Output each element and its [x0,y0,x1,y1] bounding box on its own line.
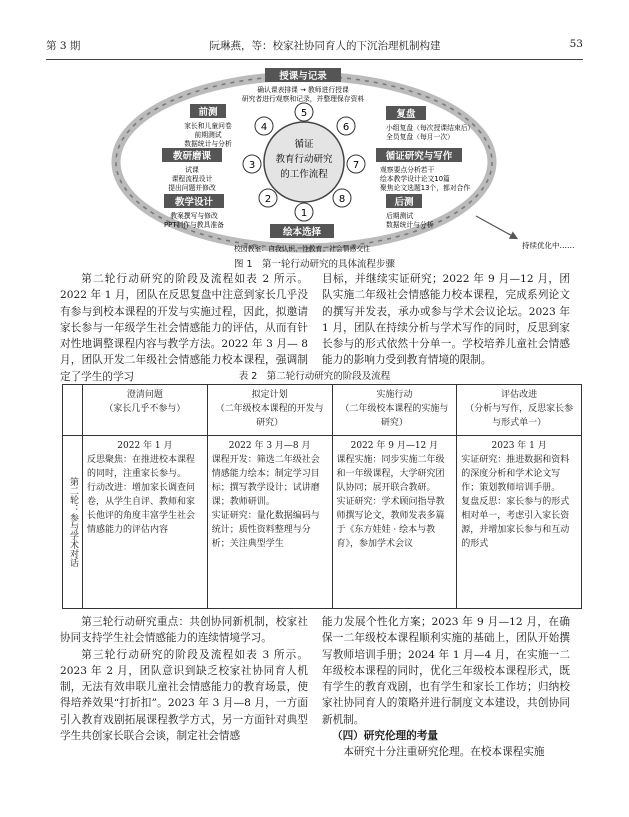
svg-text:数据统计与分析: 数据统计与分析 [386,221,434,229]
svg-text:5: 5 [300,108,308,119]
svg-text:校园教室：自我认识、性教育；社会情感交往: 校园教室：自我认识、性教育；社会情感交往 [234,245,370,253]
svg-text:2: 2 [264,194,272,205]
svg-text:4: 4 [260,122,268,133]
svg-text:教研磨课: 教研磨课 [172,151,212,162]
step-num-8 [333,189,351,207]
step-num-3 [243,155,261,173]
step-5-label [242,68,365,104]
row-label: 第二轮：参与学术对话 [63,436,83,609]
paragraph-round3-focus: 第三轮行动研究重点：共创协同新机制，校家社协同支持学生社会情感能力的连续情境学习。 [60,616,308,645]
step-num-2 [259,189,277,207]
figure-1-caption: 图 1 第一轮行动研究的具体流程步骤 [233,259,396,270]
flow-diagram-svg [46,66,583,256]
svg-text:教学设计: 教学设计 [174,197,214,208]
svg-text:7: 7 [352,160,360,171]
svg-text:聚焦论文选题13个，都对合作: 聚焦论文选题13个，都对合作 [380,184,471,192]
step-7-label [376,148,470,193]
svg-text:复盘: 复盘 [396,109,416,120]
svg-text:观察要点分析若干: 观察要点分析若干 [380,166,435,174]
right-column-bottom [322,614,570,761]
table-header-row [63,385,582,436]
header-make-plan: 拟定计划 （二年级校本课程的开发与研究） [207,385,332,436]
table-cell-2: 2022 年 3 月—8 月 课程开发：筛选二年级社会情感能力绘本；制定学习目标；撰写教学设计；试讲磨课；教师研训。 实证研究：量化数据编码与统计；质性资料整理与分析；关注典型学生 [207,436,332,609]
figure-1-flow-diagram [46,66,583,256]
svg-text:绘本选择: 绘本选择 [282,227,322,238]
paragraph-ethics: 本研究十分注重研究伦理。在校本课程实施 [343,746,545,759]
paragraph-round2-continued: 目标，并继续实证研究；2022 年 9 月—12 月，团队实施二年级社会情感能力校本课程，完成系列论文的撰写并发表，承办或参与学术会议论坛。2023 年 1 月，团队在持续分析与学术写作的同时，反思到家长参与的形式依然十分单一。学校培养儿童社会情感能力的影响力受到教育情境的限制。 [322,273,570,367]
step-2-label [164,194,224,229]
right-column-top [322,271,570,369]
svg-text:小组复盘（每次授课结束后）: 小组复盘（每次授课结束后） [386,124,475,132]
table-cell-1: 2022 年 1 月 反思聚焦：在推进校本课程的同时，注重家长参与。 行动改进：增加家长调查问卷，从学生自评、教师和家长他评的角度丰富学生社会情感能力的评估内容 [83,436,208,609]
svg-text:循证研究与写作: 循证研究与写作 [385,151,453,162]
svg-text:课程流程设计: 课程流程设计 [171,175,213,183]
svg-text:后测: 后测 [394,197,414,208]
svg-text:前测: 前测 [198,107,218,118]
svg-text:后期测试: 后期测试 [386,212,414,220]
step-num-6 [337,117,355,135]
svg-text:8: 8 [338,194,346,205]
svg-text:PPT制作与教具准备: PPT制作与教具准备 [164,221,224,229]
center-label-1: 循证 [294,139,314,150]
svg-text:绘本教学设计论文10篇: 绘本教学设计论文10篇 [380,175,450,183]
center-label-3: 的工作流程 [280,169,328,180]
paragraph-round3-continued: 能力发展个性化方案；2023 年 9 月—12 月，在确保一二年级校本课程顺利实施的基础上，团队开始撰写教师培训手册；2024 年 1 月—4 月，在实施一二年级校本课程的同时，优化三年级校本课程形式，既有学生的教育戏剧，也有学生和家长工作坊；归纳校家社协同育人的策略并进行制度文本建设，共创协同新机制。 [322,616,570,726]
step-1-label [234,224,370,253]
svg-text:确认课表排课 → 教师进行授课: 确认课表排课 → 教师进行授课 [257,86,349,94]
svg-text:授课与记录: 授课与记录 [279,71,327,82]
table-cell-4: 2023 年 1 月 实证研究：推进数据和资料的深度分析和学术论文写作；策划教师培训手册。 复盘反思：家长参与的形式相对单一，考虑引入家长资源，并增加家长参与和互动的形式 [457,436,582,609]
header-evaluate-improve: 评估改进 （分析与写作，反思家长参与形式单一） [457,385,582,436]
table-2-caption: 表 2 第二轮行动研究的阶段及流程 [238,371,391,382]
center-label-2: 教育行动研究 [275,154,333,165]
issue-number: 第 3 期 [46,40,81,52]
step-8-label [386,194,434,229]
left-column-bottom [60,614,308,744]
svg-text:家长和儿童问卷: 家长和儿童问卷 [184,122,232,130]
header-clarify-problem: 澄清问题 （家长几乎不参与） [83,385,208,436]
svg-text:全员复盘（每月一次）: 全员复盘（每月一次） [386,133,454,141]
running-header [46,38,583,60]
continuation-arrow [476,216,516,238]
svg-text:3: 3 [248,160,256,171]
paragraph-round3-intro: 第三轮行动研究的阶段及流程如表 3 所示。2023 年 2 月，团队意识到缺乏校家社协同育人机制，无法有效串联儿童社会情感能力的教育场景，使得培养效果“打折扣”。2023 年 3 月—8 月，一方面引入教育戏剧拓展课程教学方式，另一方面针对典型学生共创家长联合会谈，制定社会情感 [60,648,308,743]
svg-text:1: 1 [300,208,308,219]
step-num-1 [295,203,313,221]
step-4-label [184,104,232,148]
table-corner-cell [63,385,83,436]
table-row [63,436,582,609]
svg-text:数据统计与分析: 数据统计与分析 [184,140,232,148]
continuation-label: 持续优化中…… [522,241,575,250]
svg-text:研究者进行观察和记录，并整理保存资料: 研究者进行观察和记录，并整理保存资料 [241,95,365,103]
svg-text:教案撰写与修改: 教案撰写与修改 [170,212,218,220]
header-implement-action: 实施行动 （二年级校本课程的实施与研究） [332,385,457,436]
svg-text:试课: 试课 [185,166,199,174]
svg-text:6: 6 [342,122,350,133]
step-3-label [162,148,222,192]
svg-text:提出问题并修改: 提出问题并修改 [168,184,216,192]
paragraph-round2-intro: 第二轮行动研究的阶段及流程如表 2 所示。2022 年 1 月，团队在反思复盘中注意到家长几乎没有参与到校本课程的开发与实施过程，因此，拟邀请家长参与一年级学生社会情感能力的评估，从而有针对性地调整课程内容与教学方法。2022 年 3 月— 8 月，团队开发二年级社会情感能力校本课程，强调制定了学生的学习 [60,273,308,383]
svg-text:前期测试: 前期测试 [194,131,222,139]
table-cell-3: 2022 年 9 月—12 月 课程实施：同步实施二年级和一年级课程，大学研究团队协同；展开联合教研。 实证研究：学术顾问指导教师撰写论文，教师发表多篇于《东方娃娃 · 绘本与教育》，参加学术会议 [332,436,457,609]
step-num-5 [295,103,313,121]
step-num-7 [347,155,365,173]
page-number: 53 [569,38,583,50]
step-num-4 [255,117,273,135]
table-2 [62,384,582,609]
section-heading: （四）研究伦理的考量 [332,730,438,743]
running-title: 阮琳燕，等：校家社协同育人的下沉治理机制构建 [209,40,441,52]
